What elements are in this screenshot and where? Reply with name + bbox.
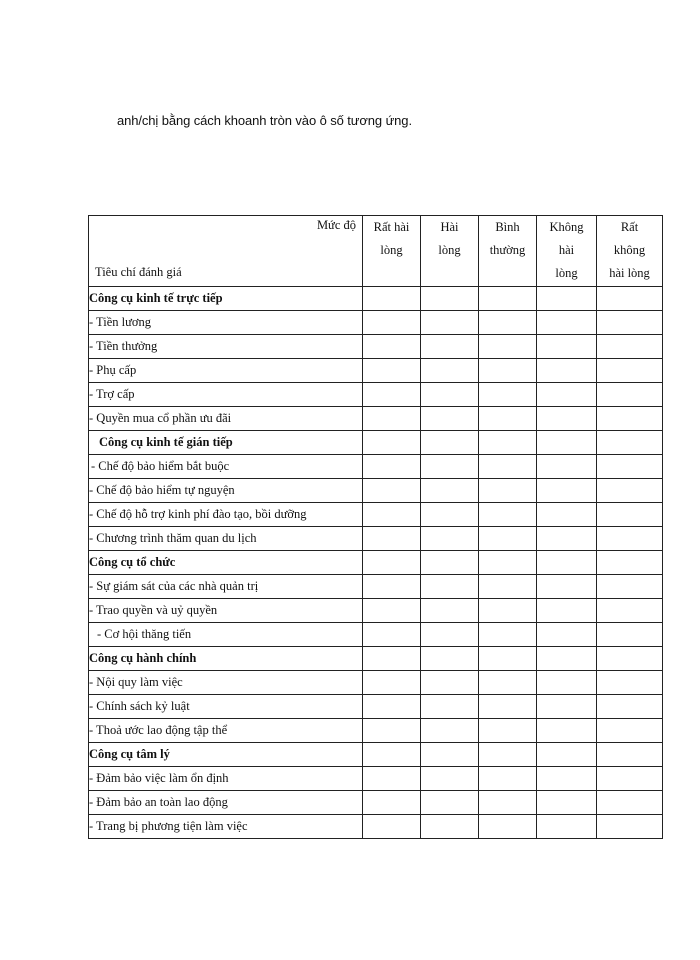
rating-cell[interactable] bbox=[537, 455, 597, 479]
rating-cell[interactable] bbox=[597, 743, 663, 767]
category-label: Công cụ hành chính bbox=[89, 647, 363, 671]
rating-cell[interactable] bbox=[421, 767, 479, 791]
table-row bbox=[89, 599, 663, 623]
rating-cell[interactable] bbox=[421, 503, 479, 527]
rating-cell[interactable] bbox=[363, 479, 421, 503]
rating-cell[interactable] bbox=[363, 503, 421, 527]
rating-cell[interactable] bbox=[421, 599, 479, 623]
category-row bbox=[89, 647, 663, 671]
criterion-label: - Chính sách kỷ luật bbox=[89, 695, 363, 719]
rating-cell[interactable] bbox=[537, 479, 597, 503]
rating-cell[interactable] bbox=[421, 647, 479, 671]
criterion-label: - Đảm bảo việc làm ổn định bbox=[89, 767, 363, 791]
rating-cell[interactable] bbox=[537, 791, 597, 815]
option-not-satisfied: Không hài lòng bbox=[537, 216, 597, 287]
table-row bbox=[89, 791, 663, 815]
rating-cell[interactable] bbox=[363, 743, 421, 767]
rating-cell[interactable] bbox=[479, 431, 537, 455]
rating-cell[interactable] bbox=[479, 383, 537, 407]
table-row bbox=[89, 671, 663, 695]
category-row bbox=[89, 743, 663, 767]
rating-cell[interactable] bbox=[537, 383, 597, 407]
rating-cell[interactable] bbox=[537, 287, 597, 311]
rating-cell[interactable] bbox=[363, 455, 421, 479]
rating-cell[interactable] bbox=[597, 791, 663, 815]
option-satisfied: Hài lòng bbox=[421, 216, 479, 287]
category-label: Công cụ kinh tế trực tiếp bbox=[89, 287, 363, 311]
level-label: Mức độ bbox=[316, 218, 356, 232]
table-row bbox=[89, 575, 663, 599]
criterion-label: - Tiền thưởng bbox=[89, 335, 363, 359]
option-neutral: Bình thường bbox=[479, 216, 537, 287]
table-row bbox=[89, 623, 663, 647]
category-label: Công cụ tâm lý bbox=[89, 743, 363, 767]
rating-cell[interactable] bbox=[363, 551, 421, 575]
category-row bbox=[89, 431, 663, 455]
criteria-label: Tiêu chí đánh giá bbox=[95, 265, 182, 279]
rating-cell[interactable] bbox=[421, 455, 479, 479]
rating-cell[interactable] bbox=[597, 407, 663, 431]
criterion-label: - Chế độ bảo hiểm tự nguyện bbox=[89, 479, 363, 503]
rating-cell[interactable] bbox=[479, 767, 537, 791]
rating-cell[interactable] bbox=[537, 407, 597, 431]
criterion-label: - Sự giám sát của các nhà quản trị bbox=[89, 575, 363, 599]
rating-cell[interactable] bbox=[421, 407, 479, 431]
rating-cell[interactable] bbox=[421, 671, 479, 695]
rating-cell[interactable] bbox=[479, 551, 537, 575]
criterion-label: - Trang bị phương tiện làm việc bbox=[89, 815, 363, 839]
rating-cell[interactable] bbox=[421, 335, 479, 359]
rating-cell[interactable] bbox=[479, 575, 537, 599]
rating-cell[interactable] bbox=[421, 527, 479, 551]
rating-cell[interactable] bbox=[479, 287, 537, 311]
rating-cell[interactable] bbox=[363, 359, 421, 383]
table-row bbox=[89, 359, 663, 383]
rating-cell[interactable] bbox=[363, 623, 421, 647]
criterion-label: - Chương trình thăm quan du lịch bbox=[89, 527, 363, 551]
rating-cell[interactable] bbox=[479, 407, 537, 431]
rating-cell[interactable] bbox=[597, 383, 663, 407]
rating-cell[interactable] bbox=[537, 671, 597, 695]
rating-cell[interactable] bbox=[537, 503, 597, 527]
rating-cell[interactable] bbox=[479, 647, 537, 671]
table-row bbox=[89, 815, 663, 839]
rating-cell[interactable] bbox=[363, 335, 421, 359]
table-row bbox=[89, 503, 663, 527]
rating-cell[interactable] bbox=[479, 311, 537, 335]
rating-cell[interactable] bbox=[421, 575, 479, 599]
rating-cell[interactable] bbox=[421, 695, 479, 719]
rating-cell[interactable] bbox=[421, 431, 479, 455]
header-row bbox=[89, 216, 663, 287]
table-row bbox=[89, 335, 663, 359]
rating-cell[interactable] bbox=[479, 695, 537, 719]
rating-cell[interactable] bbox=[363, 671, 421, 695]
rating-cell[interactable] bbox=[363, 791, 421, 815]
rating-cell[interactable] bbox=[597, 695, 663, 719]
rating-cell[interactable] bbox=[421, 743, 479, 767]
rating-cell[interactable] bbox=[479, 359, 537, 383]
rating-cell[interactable] bbox=[479, 623, 537, 647]
rating-cell[interactable] bbox=[421, 287, 479, 311]
rating-cell[interactable] bbox=[597, 527, 663, 551]
header-criteria-cell bbox=[89, 216, 363, 287]
rating-cell[interactable] bbox=[479, 479, 537, 503]
rating-cell[interactable] bbox=[363, 575, 421, 599]
table-row bbox=[89, 527, 663, 551]
rating-cell[interactable] bbox=[363, 527, 421, 551]
rating-cell[interactable] bbox=[537, 431, 597, 455]
rating-cell[interactable] bbox=[363, 695, 421, 719]
rating-cell[interactable] bbox=[363, 407, 421, 431]
rating-cell[interactable] bbox=[479, 335, 537, 359]
rating-cell[interactable] bbox=[537, 695, 597, 719]
rating-cell[interactable] bbox=[537, 311, 597, 335]
rating-cell[interactable] bbox=[479, 455, 537, 479]
rating-cell[interactable] bbox=[537, 767, 597, 791]
option-very-satisfied: Rất hài lòng bbox=[363, 216, 421, 287]
category-label: Công cụ tổ chức bbox=[89, 551, 363, 575]
rating-cell[interactable] bbox=[597, 431, 663, 455]
criterion-label: - Nội quy làm việc bbox=[89, 671, 363, 695]
intro-text: anh/chị bằng cách khoanh tròn vào ô số tương ứng. bbox=[117, 113, 412, 128]
rating-cell[interactable] bbox=[597, 359, 663, 383]
criterion-label: - Chế độ hỗ trợ kinh phí đào tạo, bồi dưỡng bbox=[89, 503, 363, 527]
rating-cell[interactable] bbox=[597, 575, 663, 599]
rating-cell[interactable] bbox=[363, 287, 421, 311]
rating-cell[interactable] bbox=[363, 599, 421, 623]
rating-cell[interactable] bbox=[363, 719, 421, 743]
rating-cell[interactable] bbox=[363, 383, 421, 407]
rating-cell[interactable] bbox=[537, 743, 597, 767]
rating-cell[interactable] bbox=[421, 311, 479, 335]
table-row bbox=[89, 767, 663, 791]
rating-cell[interactable] bbox=[363, 647, 421, 671]
rating-cell[interactable] bbox=[363, 815, 421, 839]
table-row bbox=[89, 479, 663, 503]
rating-cell[interactable] bbox=[597, 503, 663, 527]
category-row bbox=[89, 287, 663, 311]
rating-cell[interactable] bbox=[597, 647, 663, 671]
category-row bbox=[89, 551, 663, 575]
rating-cell[interactable] bbox=[421, 479, 479, 503]
rating-cell[interactable] bbox=[363, 431, 421, 455]
rating-cell[interactable] bbox=[597, 671, 663, 695]
rating-cell[interactable] bbox=[537, 719, 597, 743]
rating-cell[interactable] bbox=[537, 623, 597, 647]
rating-cell[interactable] bbox=[421, 815, 479, 839]
table-row bbox=[89, 407, 663, 431]
rating-cell[interactable] bbox=[537, 335, 597, 359]
criterion-label: - Tiền lương bbox=[89, 311, 363, 335]
rating-cell[interactable] bbox=[479, 815, 537, 839]
criterion-label: - Thoả ước lao động tập thể bbox=[89, 719, 363, 743]
rating-cell[interactable] bbox=[537, 575, 597, 599]
rating-cell[interactable] bbox=[537, 527, 597, 551]
rating-cell[interactable] bbox=[479, 671, 537, 695]
rating-cell[interactable] bbox=[597, 455, 663, 479]
criterion-label: - Cơ hội thăng tiến bbox=[89, 623, 363, 647]
rating-cell[interactable] bbox=[597, 551, 663, 575]
category-label: Công cụ kinh tế gián tiếp bbox=[89, 431, 363, 455]
rating-cell[interactable] bbox=[537, 815, 597, 839]
rating-cell[interactable] bbox=[421, 791, 479, 815]
rating-cell[interactable] bbox=[479, 527, 537, 551]
rating-cell[interactable] bbox=[597, 815, 663, 839]
rating-cell[interactable] bbox=[537, 551, 597, 575]
rating-cell[interactable] bbox=[597, 599, 663, 623]
table-row bbox=[89, 455, 663, 479]
rating-cell[interactable] bbox=[479, 503, 537, 527]
rating-cell[interactable] bbox=[537, 599, 597, 623]
rating-cell[interactable] bbox=[363, 311, 421, 335]
rating-cell[interactable] bbox=[479, 743, 537, 767]
rating-cell[interactable] bbox=[597, 311, 663, 335]
criterion-label: - Trao quyền và uỷ quyền bbox=[89, 599, 363, 623]
rating-cell[interactable] bbox=[597, 623, 663, 647]
rating-cell[interactable] bbox=[421, 551, 479, 575]
rating-cell[interactable] bbox=[597, 335, 663, 359]
rating-cell[interactable] bbox=[421, 719, 479, 743]
rating-cell[interactable] bbox=[537, 647, 597, 671]
rating-cell[interactable] bbox=[479, 599, 537, 623]
rating-cell[interactable] bbox=[597, 479, 663, 503]
criterion-label: - Quyền mua cổ phần ưu đãi bbox=[89, 407, 363, 431]
table-row bbox=[89, 695, 663, 719]
rating-cell[interactable] bbox=[479, 719, 537, 743]
option-very-unsatisfied: Rất không hài lòng bbox=[597, 216, 663, 287]
rating-cell[interactable] bbox=[363, 767, 421, 791]
rating-cell[interactable] bbox=[537, 359, 597, 383]
survey-table bbox=[88, 215, 663, 839]
criterion-label: - Chế độ bảo hiểm bắt buộc bbox=[89, 455, 363, 479]
rating-cell[interactable] bbox=[597, 287, 663, 311]
rating-cell[interactable] bbox=[597, 767, 663, 791]
table-row bbox=[89, 311, 663, 335]
rating-cell[interactable] bbox=[479, 791, 537, 815]
rating-cell[interactable] bbox=[421, 383, 479, 407]
table-row bbox=[89, 383, 663, 407]
criterion-label: - Phụ cấp bbox=[89, 359, 363, 383]
table-row bbox=[89, 719, 663, 743]
rating-cell[interactable] bbox=[421, 623, 479, 647]
criterion-label: - Đảm bảo an toàn lao động bbox=[89, 791, 363, 815]
criterion-label: - Trợ cấp bbox=[89, 383, 363, 407]
rating-cell[interactable] bbox=[597, 719, 663, 743]
rating-cell[interactable] bbox=[421, 359, 479, 383]
